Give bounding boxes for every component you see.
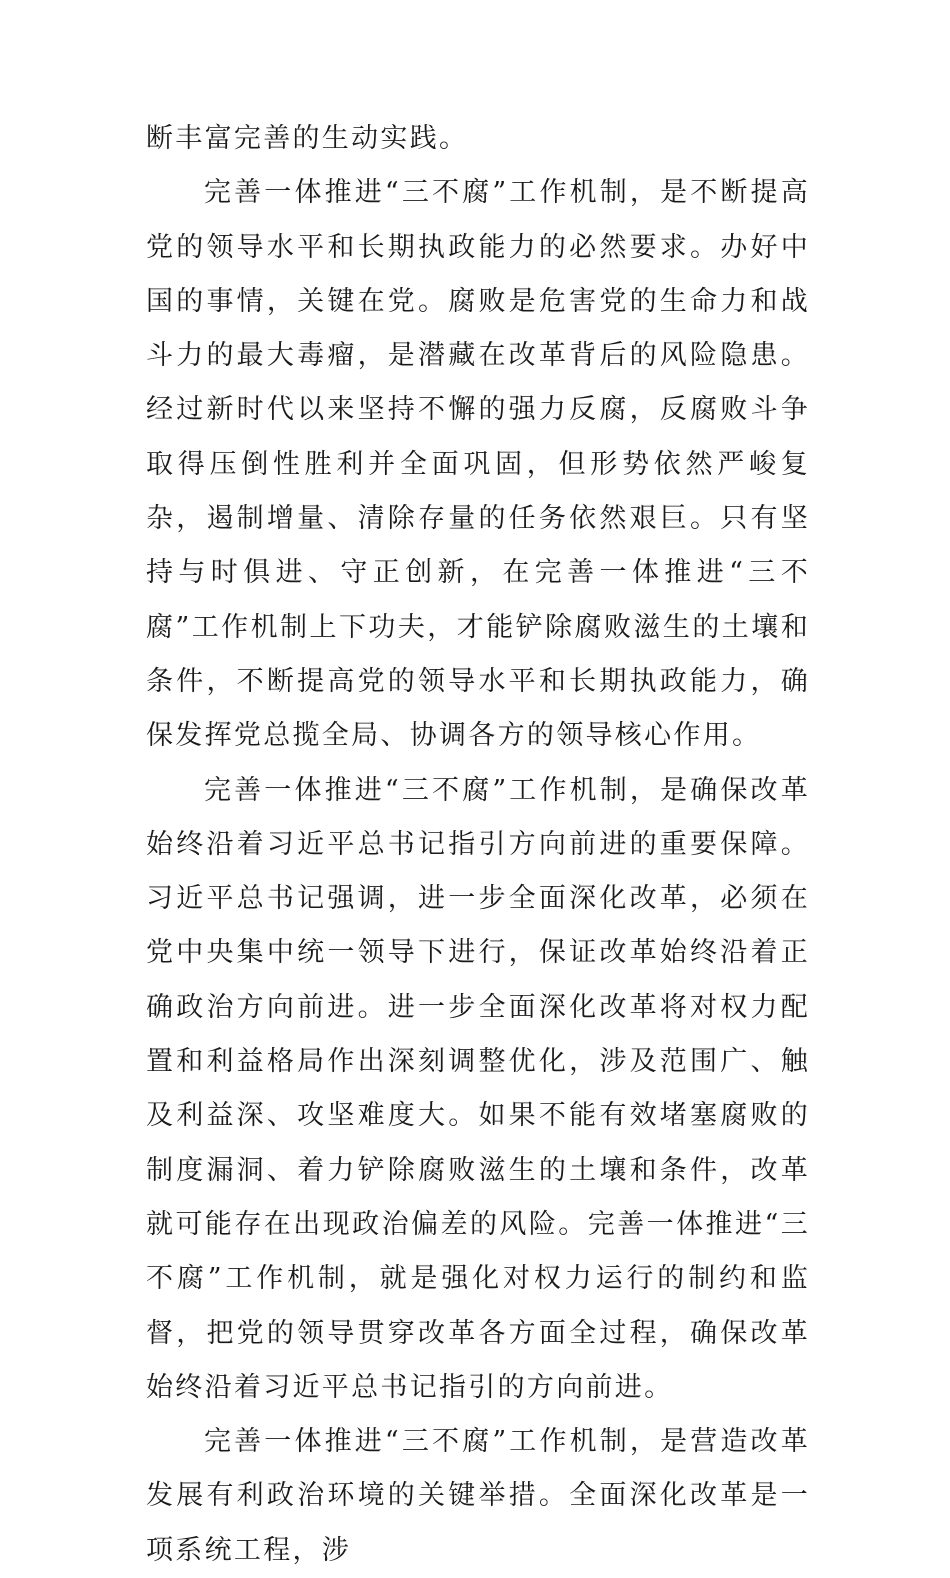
paragraph-2: 完善一体推进“三不腐”工作机制，是不断提高党的领导水平和长期执政能力的必然要求。办好中国的事情，关键在党。腐败是危害党的生命力和战斗力的最大毒瘤，是潜藏在改革背后的风险隐患。经过新时代以来坚持不懈的强力反腐，反腐败斗争取得压倒性胜利并全面巩固，但形势依然严峻复杂，遏制增量、清除存量的任务依然艰巨。只有坚持与时俱进、守正创新，在完善一体推进“三不腐”工作机制上下功夫，才能铲除腐败滋生的土壤和条件，不断提高党的领导水平和长期执政能力，确保发挥党总揽全局、协调各方的领导核心作用。 bbox=[146, 177, 810, 752]
paragraph-1: 断丰富完善的生动实践。 bbox=[146, 123, 469, 154]
paragraph-4: 完善一体推进“三不腐”工作机制，是营造改革发展有利政治环境的关键举措。全面深化改革是一项系统工程，涉 bbox=[146, 1426, 810, 1566]
document-body bbox=[146, 112, 810, 1578]
paragraph-3: 完善一体推进“三不腐”工作机制，是确保改革始终沿着习近平总书记指引方向前进的重要保障。习近平总书记强调，进一步全面深化改革，必须在党中央集中统一领导下进行，保证改革始终沿着正确政治方向前进。进一步全面深化改革将对权力配置和利益格局作出深刻调整优化，涉及范围广、触及利益深、攻坚难度大。如果不能有效堵塞腐败的制度漏洞、着力铲除腐败滋生的土壤和条件，改革就可能存在出现政治偏差的风险。完善一体推进“三不腐”工作机制，就是强化对权力运行的制约和监督，把党的领导贯穿改革各方面全过程，确保改革始终沿着习近平总书记指引的方向前进。 bbox=[146, 774, 810, 1403]
